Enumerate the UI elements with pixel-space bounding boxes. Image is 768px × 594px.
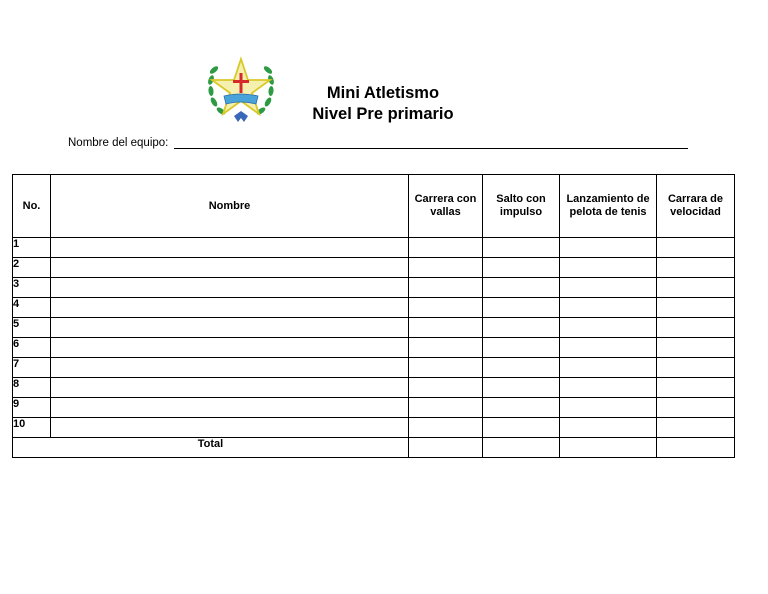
school-crest-logo	[206, 56, 276, 126]
name-cell[interactable]	[51, 258, 409, 278]
total-label: Total	[13, 438, 409, 458]
score-cell[interactable]	[560, 338, 657, 358]
row-number: 5	[13, 318, 51, 338]
score-cell[interactable]	[657, 298, 735, 318]
score-cell[interactable]	[409, 318, 483, 338]
score-cell[interactable]	[483, 258, 560, 278]
name-cell[interactable]	[51, 418, 409, 438]
row-number: 8	[13, 378, 51, 398]
total-cell[interactable]	[657, 438, 735, 458]
score-cell[interactable]	[409, 358, 483, 378]
name-cell[interactable]	[51, 318, 409, 338]
table-row	[13, 258, 735, 278]
column-header-carrara-de-velocidad: Carrara de velocidad	[657, 175, 735, 238]
name-cell[interactable]	[51, 298, 409, 318]
scores-table	[12, 174, 735, 458]
score-cell[interactable]	[560, 398, 657, 418]
score-cell[interactable]	[560, 378, 657, 398]
score-cell[interactable]	[483, 298, 560, 318]
score-cell[interactable]	[409, 238, 483, 258]
score-cell[interactable]	[657, 258, 735, 278]
document-title	[290, 83, 476, 125]
row-number: 6	[13, 338, 51, 358]
name-cell[interactable]	[51, 278, 409, 298]
column-header-salto-con-impulso: Salto con impulso	[483, 175, 560, 238]
crest-icon	[206, 56, 276, 126]
score-cell[interactable]	[560, 238, 657, 258]
table-row	[13, 278, 735, 298]
total-cell[interactable]	[560, 438, 657, 458]
score-cell[interactable]	[409, 298, 483, 318]
score-cell[interactable]	[483, 398, 560, 418]
header-row	[13, 175, 735, 238]
score-cell[interactable]	[560, 258, 657, 278]
total-cell[interactable]	[409, 438, 483, 458]
table-row	[13, 238, 735, 258]
score-cell[interactable]	[483, 418, 560, 438]
table-row	[13, 398, 735, 418]
name-cell[interactable]	[51, 238, 409, 258]
score-cell[interactable]	[657, 238, 735, 258]
title-line-2: Nivel Pre primario	[312, 105, 454, 123]
team-name-label: Nombre del equipo:	[68, 137, 169, 149]
row-number: 9	[13, 398, 51, 418]
column-header-lanzamiento: Lanzamiento de pelota de tenis	[560, 175, 657, 238]
score-cell[interactable]	[483, 238, 560, 258]
score-cell[interactable]	[560, 278, 657, 298]
score-cell[interactable]	[657, 338, 735, 358]
column-header-carrera-con-vallas: Carrera con vallas	[409, 175, 483, 238]
score-cell[interactable]	[409, 398, 483, 418]
column-header-nombre: Nombre	[51, 175, 409, 238]
row-number: 10	[13, 418, 51, 438]
total-row	[13, 438, 735, 458]
total-cell[interactable]	[483, 438, 560, 458]
team-name-row	[68, 136, 688, 150]
row-number: 2	[13, 258, 51, 278]
score-cell[interactable]	[657, 358, 735, 378]
score-cell[interactable]	[560, 418, 657, 438]
name-cell[interactable]	[51, 378, 409, 398]
row-number: 1	[13, 238, 51, 258]
column-header-no: No.	[13, 175, 51, 238]
title-line-1: Mini Atletismo	[326, 84, 440, 102]
score-cell[interactable]	[483, 338, 560, 358]
score-cell[interactable]	[560, 318, 657, 338]
score-cell[interactable]	[560, 298, 657, 318]
score-cell[interactable]	[657, 278, 735, 298]
score-cell[interactable]	[560, 358, 657, 378]
score-cell[interactable]	[657, 318, 735, 338]
table-row	[13, 298, 735, 318]
score-cell[interactable]	[483, 358, 560, 378]
score-cell[interactable]	[483, 378, 560, 398]
table-row	[13, 378, 735, 398]
table-row	[13, 358, 735, 378]
score-cell[interactable]	[409, 258, 483, 278]
table-row	[13, 338, 735, 358]
score-cell[interactable]	[657, 398, 735, 418]
score-cell[interactable]	[409, 278, 483, 298]
row-number: 4	[13, 298, 51, 318]
score-cell[interactable]	[657, 418, 735, 438]
score-cell[interactable]	[483, 278, 560, 298]
name-cell[interactable]	[51, 338, 409, 358]
score-cell[interactable]	[409, 418, 483, 438]
row-number: 3	[13, 278, 51, 298]
table-row	[13, 318, 735, 338]
name-cell[interactable]	[51, 358, 409, 378]
row-number: 7	[13, 358, 51, 378]
team-name-field[interactable]	[174, 148, 688, 149]
score-cell[interactable]	[657, 378, 735, 398]
score-cell[interactable]	[483, 318, 560, 338]
score-cell[interactable]	[409, 378, 483, 398]
score-cell[interactable]	[409, 338, 483, 358]
table-row	[13, 418, 735, 438]
name-cell[interactable]	[51, 398, 409, 418]
